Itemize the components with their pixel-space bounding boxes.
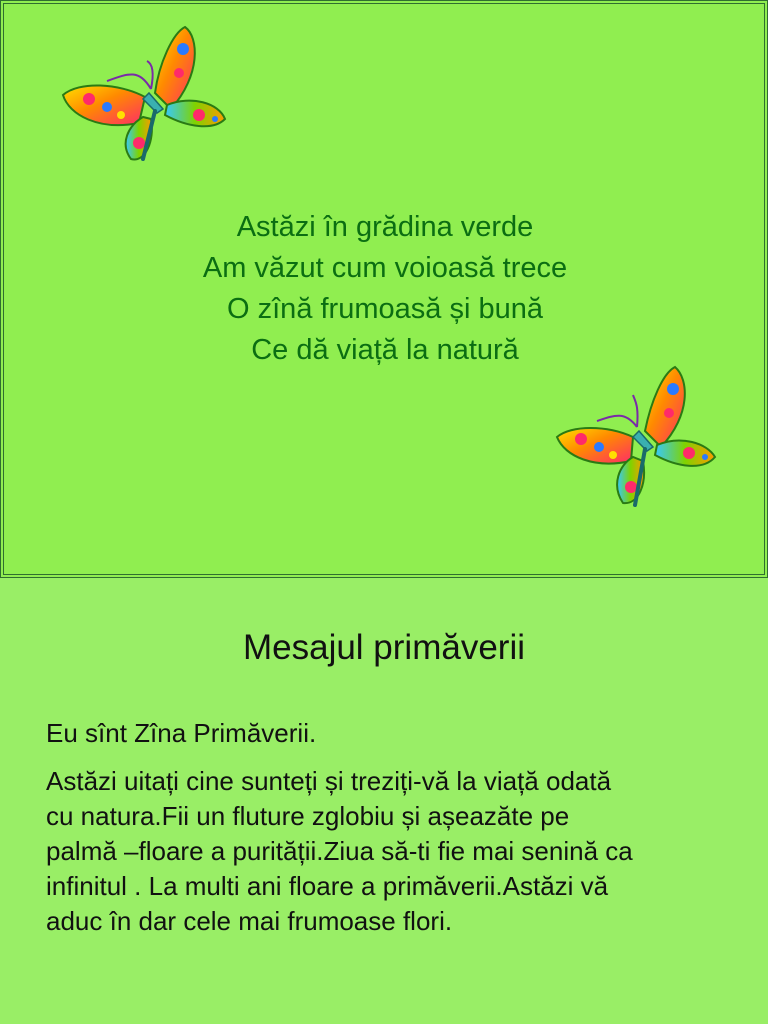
poem xyxy=(1,207,768,371)
poem-line: Astăzi în grădina verde xyxy=(236,211,534,243)
message-line: palmă –floare a purității.Ziua să-ti fie mai senină ca xyxy=(46,836,633,866)
page-title: Mesajul primăverii xyxy=(242,628,526,667)
greeting-text: Eu sînt Zîna Primăverii. xyxy=(46,718,317,748)
message-line: cu natura.Fii un fluture zglobiu și așeazăte pe xyxy=(46,801,570,831)
butterfly-icon xyxy=(555,365,719,515)
poem-line: Am văzut cum voioasă trece xyxy=(202,252,568,284)
message-slide xyxy=(0,580,768,1024)
message-line: infinitul . La multi ani floare a primăverii.Astăzi vă xyxy=(46,871,609,901)
message-paragraph xyxy=(46,764,746,939)
message-line: aduc în dar cele mai frumoase flori. xyxy=(46,906,453,936)
message-line: Astăzi uitați cine sunteți și treziți-vă la viață odată xyxy=(46,766,612,796)
poem-line: Ce dă viață la natură xyxy=(251,334,519,366)
poem-line: O zînă frumoasă și bună xyxy=(227,293,543,325)
butterfly-icon xyxy=(59,23,231,175)
